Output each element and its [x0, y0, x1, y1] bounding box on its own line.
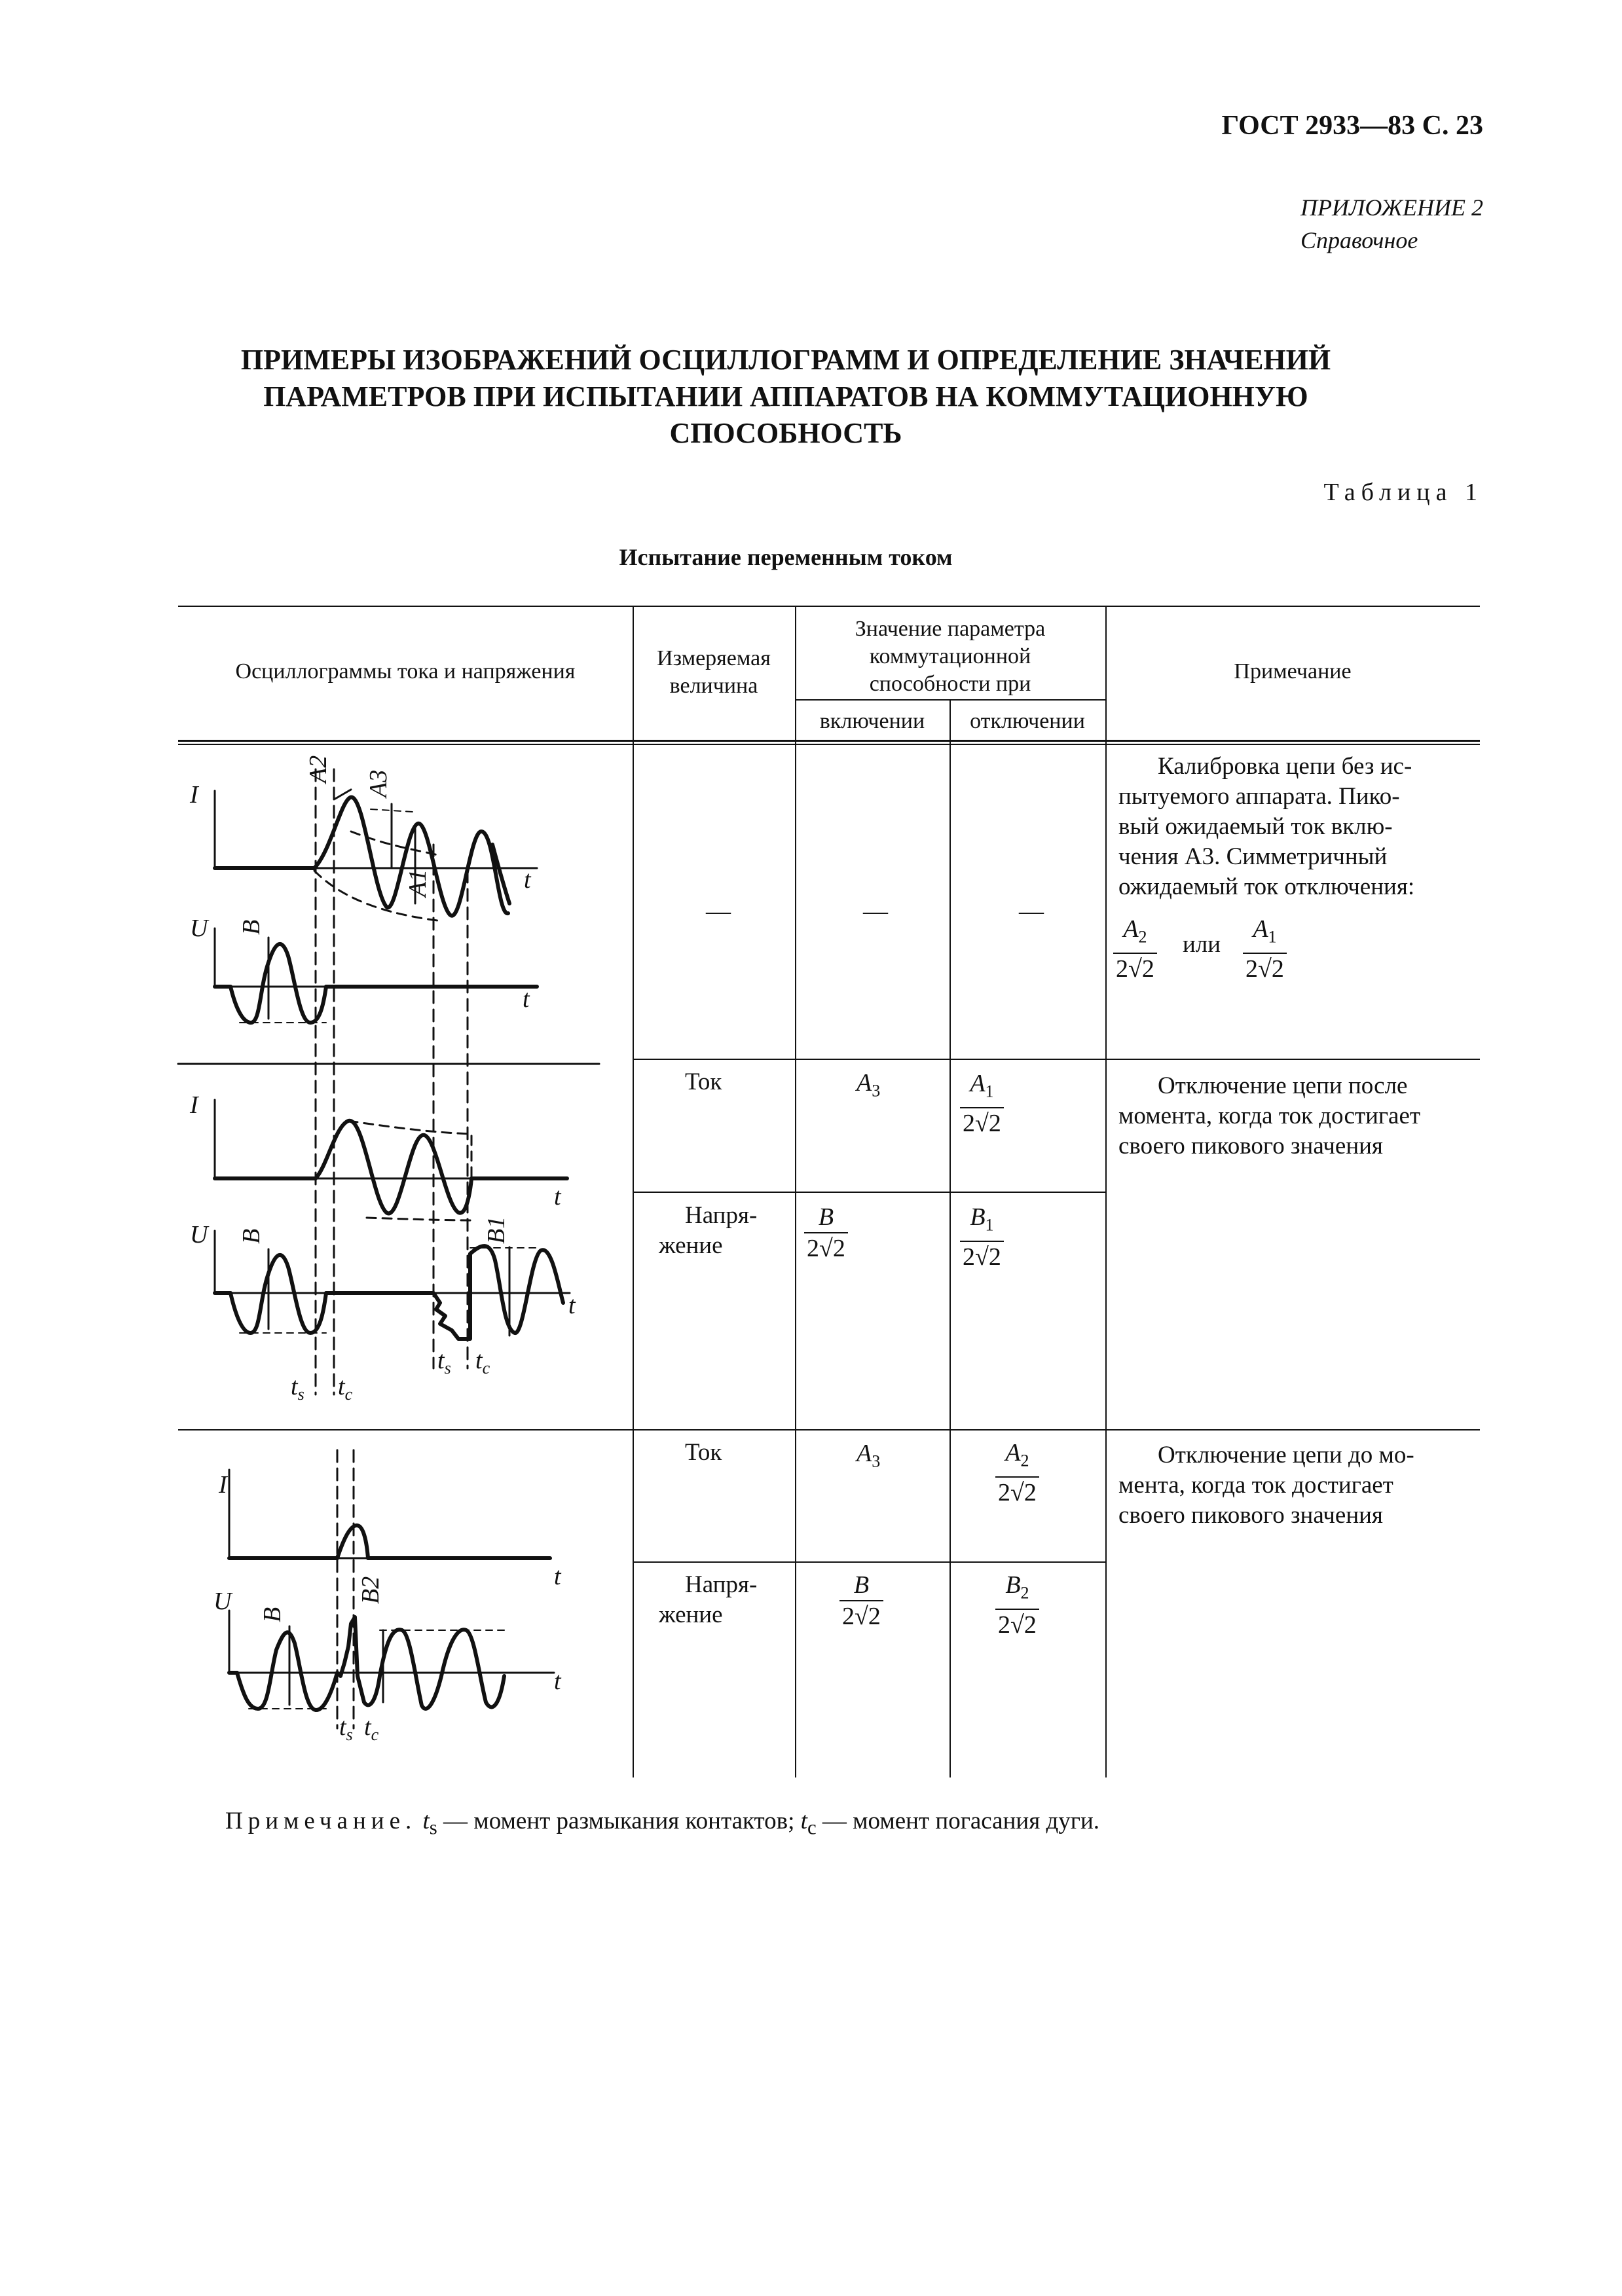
- row-2-current-label: Ток: [685, 1068, 722, 1095]
- row-3-current-making-sub: 3: [872, 1451, 881, 1471]
- title-line-3: СПОСОБНОСТЬ: [669, 417, 902, 449]
- row-2-note-line-1: Отключение цепи после: [1158, 1072, 1408, 1099]
- osc2-b1-label: B1: [483, 1216, 510, 1244]
- osc2-current-label: I: [190, 1091, 198, 1119]
- header-param-line-2: коммутационной: [869, 644, 1031, 668]
- osc2-ts-label: $t_s$: [291, 1373, 304, 1404]
- header-breaking: отключении: [970, 709, 1085, 733]
- row-1-note-line-5: ожидаемый ток отключения:: [1118, 873, 1415, 900]
- row-1-note-line-3: вый ожидаемый ток вклю-: [1118, 813, 1393, 840]
- footnote: [225, 1807, 1099, 1839]
- osc3-ts-label: $t_s$: [339, 1713, 353, 1744]
- row-1-breaking: —: [1019, 898, 1044, 925]
- header-param-line-1: Значение параметра: [855, 617, 1046, 641]
- osc2-time-label: t: [554, 1183, 561, 1211]
- row-2-current-breaking-sub: 1: [985, 1082, 994, 1101]
- row-2-note-line-3: своего пикового значения: [1118, 1133, 1383, 1159]
- osc1-b-label: B: [238, 919, 265, 935]
- footnote-prefix: Примечание.: [225, 1808, 417, 1834]
- osc1-voltage-time-label: t: [523, 985, 530, 1013]
- row-1-note-line-4: чения A3. Симметричный: [1118, 843, 1388, 870]
- footnote-text-1: — момент размыкания контактов;: [437, 1808, 801, 1834]
- appendix-kind: Справочное: [1300, 227, 1418, 253]
- header-param-line-3: способности при: [869, 672, 1031, 696]
- osc3-time-label: t: [554, 1563, 561, 1590]
- row-3-current-breaking-sub: 2: [1020, 1451, 1029, 1470]
- formula-a1-denominator: 2√2: [1243, 953, 1287, 984]
- row-2-note-line-2: момента, когда ток достигает: [1118, 1102, 1421, 1129]
- osc1-a1-label: A1: [404, 869, 432, 897]
- row-2-current-making-symbol: A: [857, 1069, 872, 1097]
- row-3-note-line-2: мента, когда ток достигает: [1118, 1472, 1393, 1499]
- osc2-tc-label: $t_c$: [338, 1373, 353, 1404]
- osc1-time-label: t: [524, 866, 531, 894]
- footnote-ts-sub: s: [429, 1816, 437, 1839]
- row-2-voltage-making-symbol: B: [818, 1203, 834, 1231]
- title-line-1: ПРИМЕРЫ ИЗОБРАЖЕНИЙ ОСЦИЛЛОГРАММ И ОПРЕДЕЛЕНИЕ ЗНАЧЕНИЙ: [240, 344, 1331, 376]
- osc3-voltage-time-label: t: [554, 1667, 561, 1695]
- osc2-voltage-time-label: t: [568, 1292, 576, 1319]
- osc2-envelope-lower: [367, 1218, 471, 1220]
- row-3-current-breaking-denominator: 2√2: [995, 1476, 1039, 1508]
- row-1-note-line-2: пытуемого аппарата. Пико-: [1118, 783, 1400, 810]
- row-1-formula-or: или: [1183, 931, 1221, 958]
- osc1-voltage-label: U: [190, 915, 208, 942]
- table-number-label: Таблица 1: [1323, 479, 1483, 506]
- row-3-voltage-label-line-2: жение: [659, 1601, 723, 1628]
- osc1-a2-label: A2: [304, 755, 332, 783]
- osc2-tc2-label: $t_c$: [475, 1347, 490, 1377]
- formula-a1-sub: 1: [1268, 927, 1277, 947]
- row-3-note-line-3: своего пикового значения: [1118, 1502, 1383, 1529]
- osc3-voltage-label: U: [213, 1588, 232, 1615]
- footnote-tc-sub: c: [807, 1816, 817, 1839]
- footnote-tc-symbol: t: [800, 1808, 807, 1834]
- header-measured-line-2: величина: [669, 674, 758, 698]
- osc2-voltage-label: U: [190, 1221, 208, 1248]
- footnote-ts-symbol: t: [422, 1808, 430, 1834]
- osc1-current-wave: [215, 797, 508, 916]
- footnote-text-2: — момент погасания дуги.: [816, 1808, 1100, 1834]
- table-subtitle: Испытание переменным током: [619, 544, 953, 570]
- header-measured-line-1: Измеряемая: [657, 646, 771, 670]
- osc3-voltage-wave: [229, 1617, 504, 1710]
- title-line-2: ПАРАМЕТРОВ ПРИ ИСПЫТАНИИ АППАРАТОВ НА КОММУТАЦИОННУЮ: [263, 380, 1308, 412]
- osc3-tc-label: $t_c$: [364, 1713, 379, 1744]
- row-1-note-line-1: Калибровка цепи без ис-: [1158, 753, 1412, 780]
- page-header-reference: ГОСТ 2933—83 С. 23: [1221, 111, 1483, 141]
- osc1-current-label: I: [190, 781, 198, 809]
- row-3-voltage-breaking-symbol: B: [1005, 1571, 1021, 1599]
- osc3-current-wave: [229, 1525, 550, 1558]
- appendix-label: ПРИЛОЖЕНИЕ 2: [1300, 194, 1483, 221]
- row-2-current-breaking-denominator: 2√2: [960, 1107, 1004, 1139]
- header-oscillograms: Осциллограммы тока и напряжения: [235, 659, 576, 683]
- formula-a1-symbol: A: [1253, 915, 1268, 943]
- row-2-voltage-breaking-sub: 1: [985, 1215, 994, 1235]
- row-3-current-breaking-symbol: A: [1005, 1439, 1021, 1467]
- osc3-b2-label: B2: [357, 1576, 384, 1604]
- row-3-voltage-breaking-denominator: 2√2: [995, 1609, 1039, 1640]
- row-2-current-breaking-symbol: A: [970, 1070, 986, 1097]
- osc1-voltage-wave: [215, 944, 537, 1023]
- row-3-note-line-1: Отключение цепи до мо-: [1158, 1442, 1414, 1468]
- row-1-making: —: [863, 898, 888, 925]
- osc2-ts2-label: $t_s$: [437, 1347, 451, 1377]
- formula-a2-denominator: 2√2: [1113, 953, 1157, 984]
- osc2-b-label: B: [238, 1228, 265, 1244]
- row-3-voltage-label-line-1: Напря-: [685, 1571, 758, 1598]
- osc1-a3-label: A3: [365, 769, 392, 797]
- row-3-voltage-making-denominator: 2√2: [839, 1600, 883, 1631]
- row-2-current-making-sub: 3: [872, 1081, 881, 1101]
- formula-a2-sub: 2: [1138, 927, 1147, 947]
- row-2-voltage-label-line-1: Напря-: [685, 1202, 758, 1229]
- row-2-voltage-label-line-2: жение: [659, 1232, 723, 1259]
- row-2-voltage-making-denominator: 2√2: [804, 1232, 848, 1264]
- osc3-b-label: B: [259, 1607, 286, 1622]
- row-3-current-label: Ток: [685, 1439, 722, 1466]
- row-3-voltage-breaking-sub: 2: [1020, 1583, 1029, 1603]
- row-2-voltage-breaking-symbol: B: [970, 1203, 986, 1231]
- row-3-current-making-symbol: A: [857, 1440, 872, 1467]
- osc2-current-wave: [215, 1121, 567, 1214]
- header-note: Примечание: [1234, 659, 1352, 683]
- header-making: включении: [819, 709, 925, 733]
- row-2-voltage-breaking-denominator: 2√2: [960, 1241, 1004, 1272]
- formula-a2-symbol: A: [1123, 915, 1139, 943]
- osc3-current-label: I: [219, 1471, 227, 1499]
- row-1-measured: —: [706, 898, 731, 925]
- row-3-voltage-making-symbol: B: [853, 1571, 870, 1599]
